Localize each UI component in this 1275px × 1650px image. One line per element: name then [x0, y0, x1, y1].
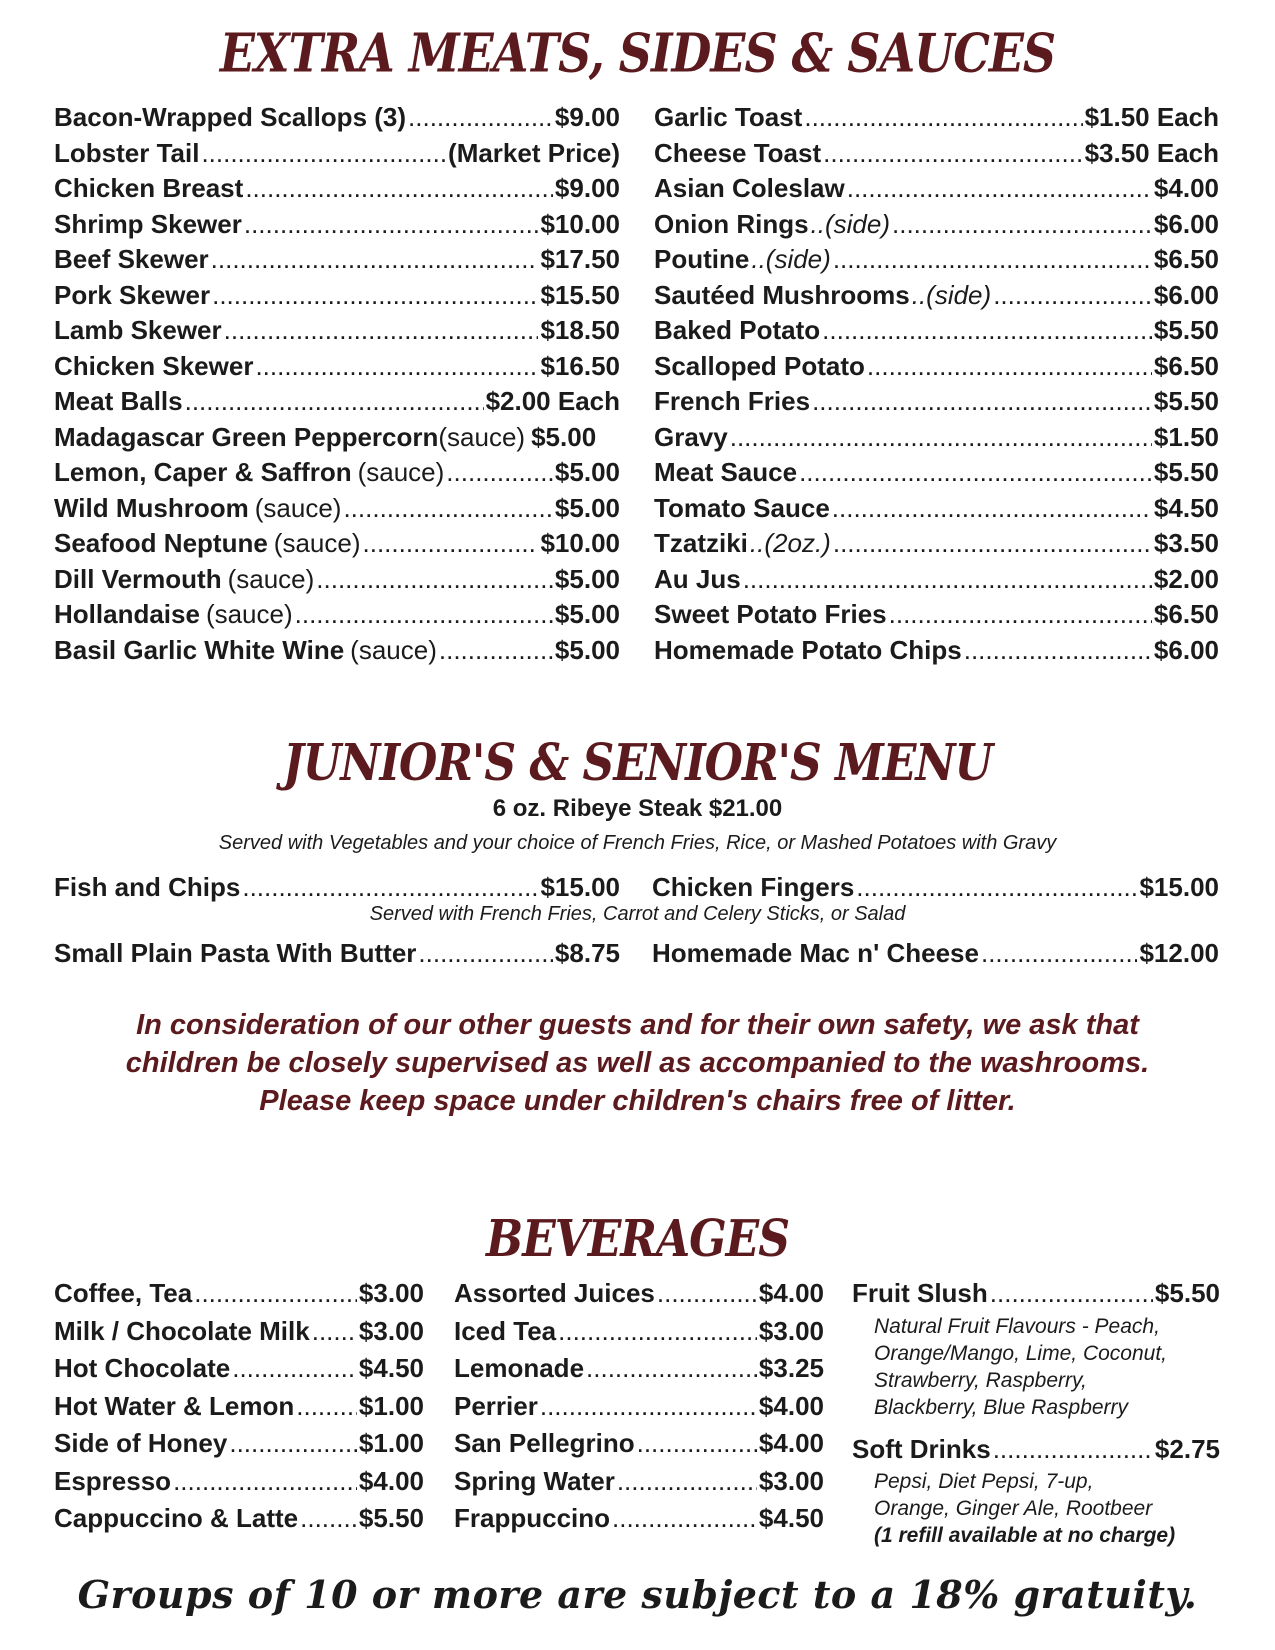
dot-leader: [612, 1500, 757, 1538]
menu-item: [654, 491, 1219, 527]
dot-leader: [439, 633, 553, 669]
item-price: $10.00: [540, 208, 620, 239]
menu-item: [54, 870, 620, 906]
item-price: $6.50: [1153, 244, 1219, 274]
dot-leader: [847, 171, 1152, 207]
menu-item: [654, 597, 1219, 633]
item-price: $5.00: [554, 599, 620, 629]
menu-item: [54, 455, 620, 491]
item-name: Homemade Mac n' Cheese: [652, 938, 979, 968]
item-price: $6.50: [1153, 350, 1219, 381]
dot-leader: [343, 491, 552, 527]
item-name: Chicken Fingers: [652, 872, 855, 902]
menu-item: [654, 633, 1219, 669]
beverages-column-1: [54, 1275, 424, 1538]
dot-leader: [295, 597, 553, 633]
menu-item: [54, 1500, 424, 1538]
slush-flavour-line: Strawberry, Raspberry,: [874, 1368, 1087, 1392]
dot-leader: [232, 1350, 357, 1388]
dot-leader: [363, 526, 539, 562]
menu-item: [654, 278, 1219, 314]
item-price: $12.00: [1139, 938, 1219, 968]
menu-item: [654, 171, 1219, 207]
item-price: $3.50 Each: [1084, 137, 1219, 168]
item-price: $4.00: [758, 1278, 824, 1308]
dot-leader: [296, 1388, 357, 1426]
menu-item: [654, 136, 1219, 172]
dot-leader: [889, 597, 1152, 633]
item-price: $9.00: [554, 173, 620, 203]
item-name: Scalloped Potato: [654, 350, 865, 381]
dot-leader: [245, 171, 553, 207]
item-name: Hot Water & Lemon: [54, 1390, 295, 1421]
notice-line: Please keep space under children's chairs free of litter.: [259, 1085, 1016, 1117]
junior-item-pasta: [54, 936, 620, 972]
dot-leader: [964, 633, 1152, 669]
item-name: Garlic Toast: [654, 102, 803, 132]
menu-item: [454, 1313, 824, 1351]
item-price: $3.00: [758, 1465, 824, 1496]
ribeye-item: 6 oz. Ribeye Steak $21.00: [492, 795, 783, 822]
extras-right-column: [654, 100, 1219, 668]
dot-leader: [743, 562, 1152, 598]
menu-item: [654, 562, 1219, 598]
menu-item: [54, 207, 620, 243]
item-note: (sauce): [357, 457, 445, 487]
menu-item: [54, 384, 620, 420]
junior-item-mac: [652, 936, 1219, 972]
item-name: Seafood Neptune: [54, 528, 268, 558]
dot-leader: [804, 100, 1082, 136]
menu-item: [54, 1388, 424, 1426]
dot-leader: [185, 384, 484, 420]
item-price: $4.50: [358, 1353, 424, 1383]
supervision-notice: [60, 1006, 1215, 1120]
menu-item: [54, 526, 620, 562]
item-note: (sauce): [227, 563, 315, 594]
notice-line: In consideration of our other guests and for their own safety, we ask that: [136, 1009, 1139, 1041]
item-price: $4.50: [758, 1503, 824, 1533]
item-price: $3.00: [758, 1315, 824, 1346]
item-note: ..(side): [751, 244, 831, 274]
item-name: Beef Skewer: [54, 244, 209, 274]
menu-item: [654, 349, 1219, 385]
extras-left-column: [54, 100, 620, 668]
menu-item: [54, 562, 620, 598]
item-price: $18.50: [540, 315, 620, 345]
dot-leader: [173, 1463, 357, 1501]
menu-item: [54, 1350, 424, 1388]
item-price: $1.50: [1153, 421, 1219, 452]
item-price: (Market Price): [448, 137, 620, 168]
item-name: Lemonade: [454, 1353, 585, 1383]
menu-item: [54, 171, 620, 207]
beverages-column-2: [454, 1275, 824, 1538]
item-price: $5.00: [554, 457, 620, 487]
item-name: Cappuccino & Latte: [54, 1503, 299, 1533]
dot-leader: [255, 349, 538, 385]
dot-leader: [833, 526, 1152, 562]
item-name: Chicken Skewer: [54, 350, 254, 381]
menu-item: [654, 384, 1219, 420]
item-name: French Fries: [654, 386, 811, 416]
dot-leader: [812, 384, 1152, 420]
dot-leader: [224, 313, 539, 349]
item-price: $2.00: [1153, 563, 1219, 594]
menu-item: [54, 1463, 424, 1501]
item-note: (sauce): [438, 421, 526, 452]
item-price: $3.25: [758, 1353, 824, 1383]
menu-item: [54, 100, 620, 136]
item-price: $5.50: [1154, 1278, 1220, 1308]
dot-leader: [212, 278, 538, 314]
dot-leader: [194, 1275, 357, 1313]
beverages-heading: BEVERAGES: [486, 1210, 789, 1269]
dot-leader: [981, 936, 1138, 972]
item-note: ..(side): [810, 208, 891, 239]
dot-leader: [312, 1313, 357, 1351]
item-note: (sauce): [254, 492, 342, 523]
menu-item: [652, 870, 1219, 906]
item-price: $6.00: [1153, 634, 1219, 665]
item-name: Lamb Skewer: [54, 315, 222, 345]
dot-leader: [211, 242, 539, 278]
item-price: $5.50: [1153, 457, 1219, 487]
item-price: $8.75: [554, 938, 620, 968]
item-name: Tomato Sauce: [654, 492, 830, 523]
menu-item: [454, 1500, 824, 1538]
ribeye-description: Served with Vegetables and your choice of French Fries, Rice, or Mashed Potatoes with Gravy: [218, 832, 1057, 854]
item-price: $4.00: [758, 1390, 824, 1421]
dot-leader: [229, 1425, 357, 1463]
menu-item: [54, 242, 620, 278]
menu-item: [54, 491, 620, 527]
item-name: Chicken Breast: [54, 173, 244, 203]
item-name: Assorted Juices: [454, 1278, 655, 1308]
item-price: $5.00: [554, 634, 620, 665]
dot-leader: [799, 455, 1152, 491]
menu-item: [54, 936, 620, 972]
item-price: $16.50: [540, 350, 620, 381]
dot-leader: [316, 562, 553, 598]
dot-leader: [833, 242, 1152, 278]
item-price: $4.00: [758, 1428, 824, 1458]
item-price: $3.00: [358, 1278, 424, 1308]
item-price: $3.50: [1153, 528, 1219, 558]
dot-leader: [408, 100, 553, 136]
item-name: Shrimp Skewer: [54, 208, 242, 239]
junior-served-description: Served with French Fries, Carrot and Celery Sticks, or Salad: [369, 903, 906, 925]
menu-item: [54, 597, 620, 633]
item-name: Dill Vermouth: [54, 563, 222, 594]
item-price: $9.00: [554, 102, 620, 132]
dot-leader: [822, 313, 1152, 349]
dot-leader: [201, 136, 446, 172]
item-price: $5.00: [554, 563, 620, 594]
notice-line: children be closely supervised as well as accompanied to the washrooms.: [125, 1047, 1150, 1079]
slush-flavour-line: Blackberry, Blue Raspberry: [874, 1395, 1129, 1419]
item-price: $5.00: [554, 492, 620, 523]
item-name: Au Jus: [654, 563, 741, 594]
item-name: Asian Coleslaw: [654, 173, 845, 203]
item-name: Meat Balls: [54, 386, 183, 416]
soft-drink-line: Pepsi, Diet Pepsi, 7-up,: [874, 1470, 1094, 1493]
menu-item: [54, 349, 620, 385]
item-price: $2.75: [1154, 1433, 1220, 1464]
menu-item: [654, 207, 1219, 243]
item-name: Small Plain Pasta With Butter: [54, 938, 417, 968]
junior-heading: JUNIOR'S & SENIOR'S MENU: [283, 734, 992, 793]
item-name: Fish and Chips: [54, 872, 241, 902]
item-name: Soft Drinks: [852, 1433, 991, 1464]
item-price: $1.00: [358, 1428, 424, 1458]
item-name: Lobster Tail: [54, 137, 200, 168]
menu-item: [454, 1275, 824, 1313]
item-name: Poutine: [654, 244, 750, 274]
menu-item: [654, 526, 1219, 562]
item-name: Perrier: [454, 1390, 538, 1421]
item-note: ..(2oz.): [749, 528, 831, 558]
dot-leader: [540, 1388, 757, 1426]
item-name: Bacon-Wrapped Scallops (3): [54, 102, 407, 132]
item-name: Basil Garlic White Wine: [54, 634, 345, 665]
dot-leader: [446, 455, 553, 491]
dot-leader: [832, 491, 1152, 527]
item-price: $2.00 Each: [485, 386, 620, 416]
item-name: Pork Skewer: [54, 279, 211, 310]
item-name: Sweet Potato Fries: [654, 599, 887, 629]
menu-item: [852, 1275, 1220, 1313]
item-price: $4.00: [358, 1465, 424, 1496]
dot-leader: [242, 870, 538, 906]
item-price: $5.50: [358, 1503, 424, 1533]
dot-leader: [990, 1275, 1153, 1313]
beverages-column-3: [852, 1275, 1220, 1549]
menu-item: [654, 313, 1219, 349]
dot-leader: [617, 1463, 757, 1501]
item-price: $15.00: [1139, 872, 1219, 902]
item-name: Onion Rings: [654, 208, 809, 239]
item-price: $15.00: [540, 872, 620, 902]
dot-leader: [892, 207, 1152, 243]
item-price: $5.00: [531, 421, 597, 452]
menu-item: [852, 1431, 1220, 1469]
menu-item: [654, 242, 1219, 278]
dot-leader: [730, 420, 1152, 456]
item-name: Meat Sauce: [654, 457, 798, 487]
item-price: $6.50: [1153, 599, 1219, 629]
item-name: Sautéed Mushrooms: [654, 279, 910, 310]
gratuity-footer: Groups of 10 or more are subject to a 18% gratuity.: [77, 1572, 1198, 1617]
dot-leader: [823, 136, 1082, 172]
junior-item-fish: [54, 870, 620, 906]
item-price: $4.00: [1153, 173, 1219, 203]
menu-item: [454, 1425, 824, 1463]
dot-leader: [637, 1425, 757, 1463]
item-price: $1.50 Each: [1084, 102, 1219, 132]
dot-leader: [867, 349, 1152, 385]
item-name: Cheese Toast: [654, 137, 822, 168]
item-name: Hot Chocolate: [54, 1353, 231, 1383]
item-name: Hollandaise: [54, 599, 200, 629]
menu-item: [54, 420, 620, 456]
item-price: $5.50: [1153, 386, 1219, 416]
item-note: ..(side): [911, 279, 992, 310]
item-name: Homemade Potato Chips: [654, 634, 962, 665]
menu-item: [54, 633, 620, 669]
menu-item: [54, 1275, 424, 1313]
item-name: Fruit Slush: [852, 1278, 988, 1308]
item-price: $17.50: [540, 244, 620, 274]
item-name: Madagascar Green Peppercorn: [54, 421, 439, 452]
item-note: (sauce): [350, 634, 437, 665]
dot-leader: [418, 936, 553, 972]
dot-leader: [993, 1431, 1153, 1469]
dot-leader: [993, 278, 1152, 314]
item-name: Baked Potato: [654, 315, 821, 345]
menu-item: [454, 1350, 824, 1388]
item-name: Iced Tea: [454, 1315, 557, 1346]
item-price: $1.00: [358, 1390, 424, 1421]
menu-item: [54, 313, 620, 349]
menu-item: [454, 1388, 824, 1426]
slush-flavour-line: Natural Fruit Flavours - Peach,: [874, 1314, 1160, 1338]
menu-item: [54, 1313, 424, 1351]
dot-leader: [856, 870, 1137, 906]
item-name: Gravy: [654, 421, 728, 452]
extras-heading: EXTRA MEATS, SIDES & SAUCES: [219, 21, 1056, 85]
dot-leader: [300, 1500, 357, 1538]
item-price: $15.50: [540, 279, 620, 310]
menu-item: [654, 455, 1219, 491]
slush-flavour-line: Orange/Mango, Lime, Coconut,: [874, 1341, 1167, 1365]
item-price: $6.00: [1153, 279, 1219, 310]
refill-note: (1 refill available at no charge): [874, 1524, 1176, 1547]
soft-drink-line: Orange, Ginger Ale, Rootbeer: [874, 1497, 1153, 1520]
item-name: Side of Honey: [54, 1428, 228, 1458]
menu-item: [54, 278, 620, 314]
item-name: Wild Mushroom: [54, 492, 249, 523]
item-price: $3.00: [358, 1315, 424, 1346]
menu-item: [54, 136, 620, 172]
junior-item-fingers: [652, 870, 1219, 906]
menu-item: [54, 1425, 424, 1463]
item-price: $4.50: [1153, 492, 1219, 523]
item-note: (sauce): [205, 599, 293, 629]
item-name: Frappuccino: [454, 1503, 611, 1533]
item-price: $6.00: [1153, 208, 1219, 239]
item-name: Milk / Chocolate Milk: [54, 1315, 310, 1346]
item-name: Tzatziki: [654, 528, 748, 558]
spacer: [852, 1421, 1220, 1431]
menu-item: [652, 936, 1219, 972]
menu-item: [654, 100, 1219, 136]
item-name: San Pellegrino: [454, 1428, 635, 1458]
dot-leader: [558, 1313, 757, 1351]
item-name: Lemon, Caper & Saffron: [54, 457, 352, 487]
item-price: $5.50: [1153, 315, 1219, 345]
item-name: Espresso: [54, 1465, 172, 1496]
dot-leader: [657, 1275, 757, 1313]
item-name: Coffee, Tea: [54, 1278, 193, 1308]
dot-leader: [586, 1350, 757, 1388]
dot-leader: [244, 207, 539, 243]
menu-item: [454, 1463, 824, 1501]
item-note: (sauce): [273, 528, 361, 558]
menu-item: [654, 420, 1219, 456]
item-price: $10.00: [540, 528, 620, 558]
item-name: Spring Water: [454, 1465, 615, 1496]
